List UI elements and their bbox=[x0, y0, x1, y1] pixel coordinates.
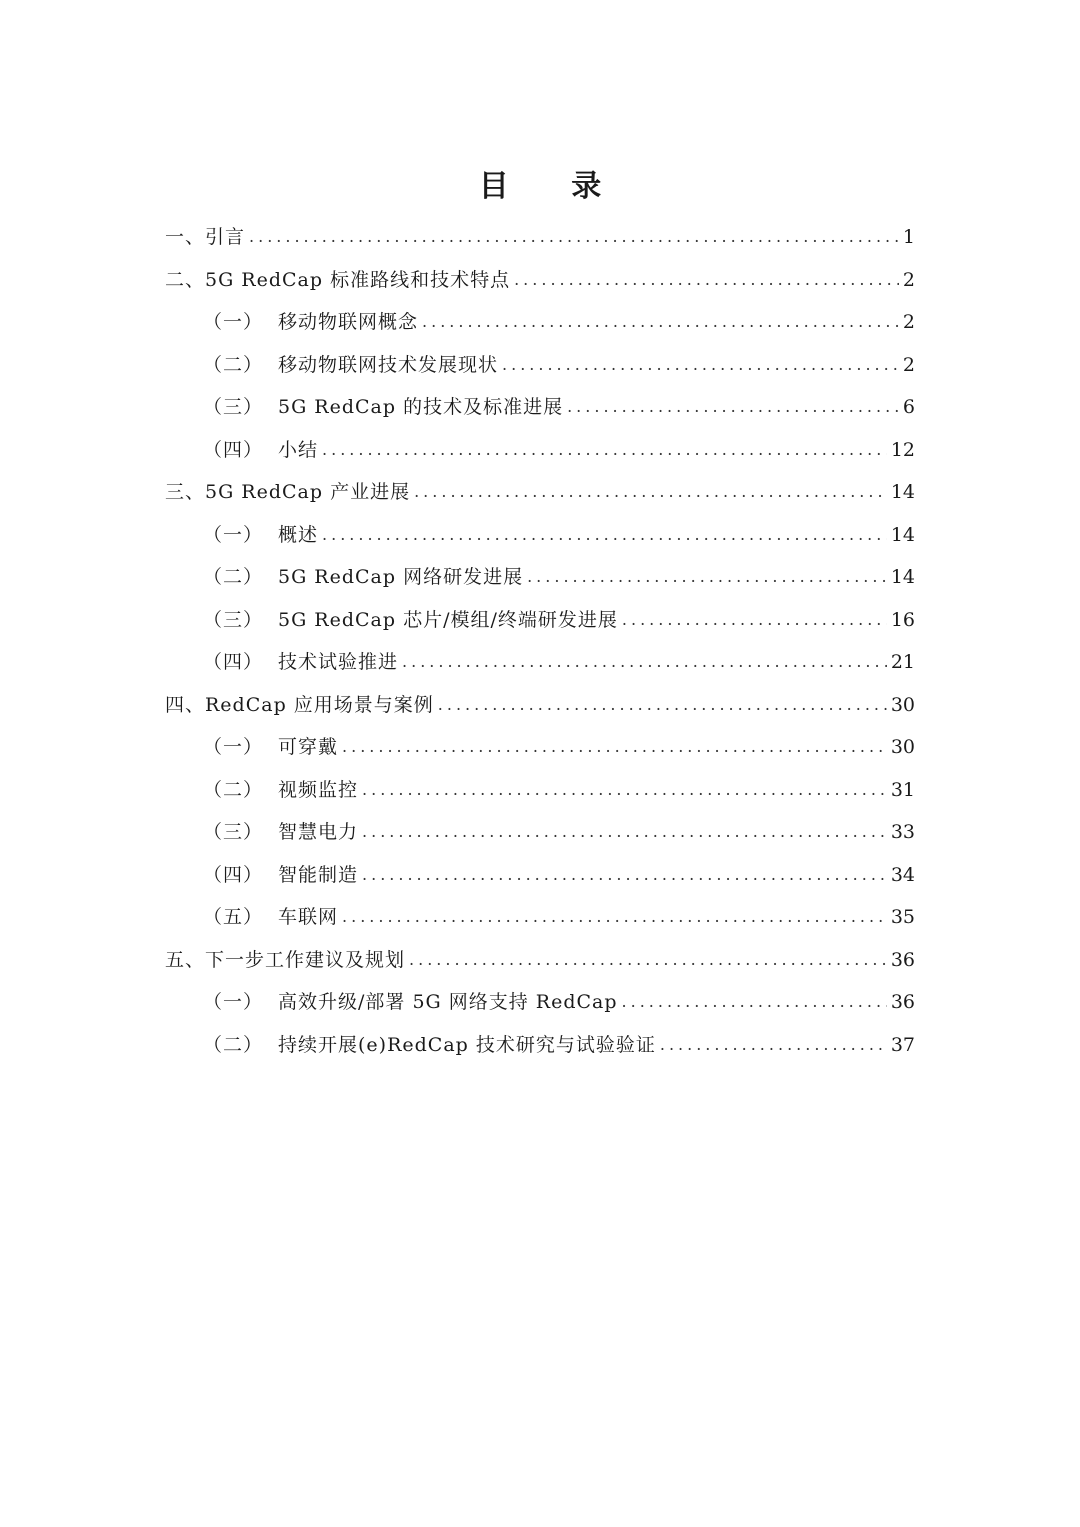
dot-leader bbox=[322, 429, 887, 472]
dot-leader bbox=[514, 259, 899, 302]
dot-leader bbox=[362, 769, 887, 812]
dot-leader bbox=[502, 344, 899, 387]
toc-entry[interactable] bbox=[165, 684, 915, 727]
dot-leader bbox=[362, 811, 887, 854]
toc-entry-title: 移动物联网技术发展现状 bbox=[278, 353, 499, 376]
dot-leader bbox=[422, 301, 899, 344]
toc-entry-title: 智能制造 bbox=[278, 863, 359, 886]
dot-leader bbox=[414, 471, 887, 514]
toc-entry-page-number: 14 bbox=[890, 523, 915, 546]
toc-entry-title: 5G RedCap 芯片/模组/终端研发进展 bbox=[278, 608, 618, 631]
toc-entry-title: 5G RedCap 网络研发进展 bbox=[278, 566, 524, 588]
toc-entry-page-number: 12 bbox=[890, 438, 915, 461]
dot-leader bbox=[322, 514, 887, 557]
toc-entry-page-number: 36 bbox=[890, 991, 915, 1013]
toc-entry-title: 技术试验推进 bbox=[278, 651, 399, 673]
toc-entry-title: 小结 bbox=[278, 438, 319, 461]
toc-entry-number: （二） bbox=[203, 353, 264, 376]
toc-entry-page-number: 31 bbox=[890, 778, 915, 801]
toc-entry-title: 二、5G RedCap 标准路线和技术特点 bbox=[165, 268, 511, 291]
toc-entry[interactable] bbox=[165, 514, 915, 557]
toc-entry-number: （一） bbox=[203, 311, 264, 333]
dot-leader bbox=[249, 216, 899, 259]
toc-entry[interactable] bbox=[165, 641, 915, 684]
toc-entry-page-number: 37 bbox=[890, 1033, 915, 1056]
toc-entry[interactable] bbox=[165, 386, 915, 429]
toc-entry[interactable] bbox=[165, 769, 915, 812]
toc-entry-page-number: 2 bbox=[902, 268, 915, 291]
table-of-contents bbox=[165, 216, 915, 1066]
toc-entry-page-number: 2 bbox=[902, 311, 915, 333]
toc-entry-page-number: 14 bbox=[890, 566, 915, 588]
toc-entry-number: （二） bbox=[203, 778, 264, 801]
toc-entry-page-number: 34 bbox=[890, 863, 915, 886]
toc-entry[interactable] bbox=[165, 344, 915, 387]
toc-entry-number: （一） bbox=[203, 523, 264, 546]
toc-entry-number: （二） bbox=[203, 566, 264, 588]
toc-entry[interactable] bbox=[165, 1024, 915, 1067]
toc-entry[interactable] bbox=[165, 556, 915, 599]
toc-entry-title: 四、RedCap 应用场景与案例 bbox=[165, 693, 434, 716]
dot-leader bbox=[402, 641, 887, 684]
toc-entry-page-number: 1 bbox=[902, 226, 915, 248]
toc-entry-page-number: 16 bbox=[890, 608, 915, 631]
toc-entry-title: 智慧电力 bbox=[278, 821, 359, 843]
toc-entry-number: （三） bbox=[203, 821, 264, 843]
toc-entry-title: 五、下一步工作建议及规划 bbox=[165, 948, 406, 971]
toc-entry-number: （四） bbox=[203, 438, 264, 461]
toc-entry-page-number: 36 bbox=[890, 948, 915, 971]
toc-entry[interactable] bbox=[165, 896, 915, 939]
toc-entry-page-number: 30 bbox=[890, 693, 915, 716]
toc-entry[interactable] bbox=[165, 854, 915, 897]
dot-leader bbox=[342, 726, 887, 769]
dot-leader bbox=[362, 854, 887, 897]
toc-entry[interactable] bbox=[165, 599, 915, 642]
toc-entry-title: 持续开展(e)RedCap 技术研究与试验验证 bbox=[278, 1033, 656, 1056]
dot-leader bbox=[622, 981, 887, 1024]
toc-entry-number: （一） bbox=[203, 991, 264, 1013]
toc-entry[interactable] bbox=[165, 301, 915, 344]
toc-entry-title: 一、引言 bbox=[165, 226, 246, 248]
toc-entry-number: （二） bbox=[203, 1033, 264, 1056]
dot-leader bbox=[622, 599, 887, 642]
toc-entry-page-number: 21 bbox=[890, 651, 915, 673]
toc-entry-title: 视频监控 bbox=[278, 778, 359, 801]
toc-entry-number: （四） bbox=[203, 651, 264, 673]
dot-leader bbox=[342, 896, 887, 939]
toc-entry[interactable] bbox=[165, 981, 915, 1024]
toc-entry-page-number: 35 bbox=[890, 906, 915, 928]
toc-entry-page-number: 30 bbox=[890, 736, 915, 758]
page-title: 目 录 bbox=[478, 169, 628, 204]
toc-entry[interactable] bbox=[165, 939, 915, 982]
toc-entry[interactable] bbox=[165, 726, 915, 769]
dot-leader bbox=[527, 556, 887, 599]
toc-entry-number: （一） bbox=[203, 736, 264, 758]
toc-entry-title: 三、5G RedCap 产业进展 bbox=[165, 481, 411, 503]
toc-entry-title: 车联网 bbox=[278, 906, 339, 928]
toc-entry-number: （四） bbox=[203, 863, 264, 886]
toc-entry-title: 可穿戴 bbox=[278, 736, 339, 758]
toc-entry-title: 高效升级/部署 5G 网络支持 RedCap bbox=[278, 991, 618, 1013]
toc-entry-page-number: 6 bbox=[902, 396, 915, 418]
toc-entry-number: （五） bbox=[203, 906, 264, 928]
dot-leader bbox=[567, 386, 899, 429]
toc-entry-title: 5G RedCap 的技术及标准进展 bbox=[278, 396, 564, 418]
toc-entry-page-number: 14 bbox=[890, 481, 915, 503]
toc-entry-number: （三） bbox=[203, 608, 264, 631]
dot-leader bbox=[660, 1024, 887, 1067]
toc-entry-page-number: 2 bbox=[902, 353, 915, 376]
toc-entry[interactable] bbox=[165, 259, 915, 302]
toc-entry[interactable] bbox=[165, 811, 915, 854]
toc-entry-title: 概述 bbox=[278, 523, 319, 546]
toc-entry-number: （三） bbox=[203, 396, 264, 418]
toc-entry[interactable] bbox=[165, 471, 915, 514]
toc-entry[interactable] bbox=[165, 429, 915, 472]
toc-entry-page-number: 33 bbox=[890, 821, 915, 843]
dot-leader bbox=[438, 684, 887, 727]
dot-leader bbox=[409, 939, 887, 982]
toc-entry[interactable] bbox=[165, 216, 915, 259]
toc-entry-title: 移动物联网概念 bbox=[278, 311, 419, 333]
